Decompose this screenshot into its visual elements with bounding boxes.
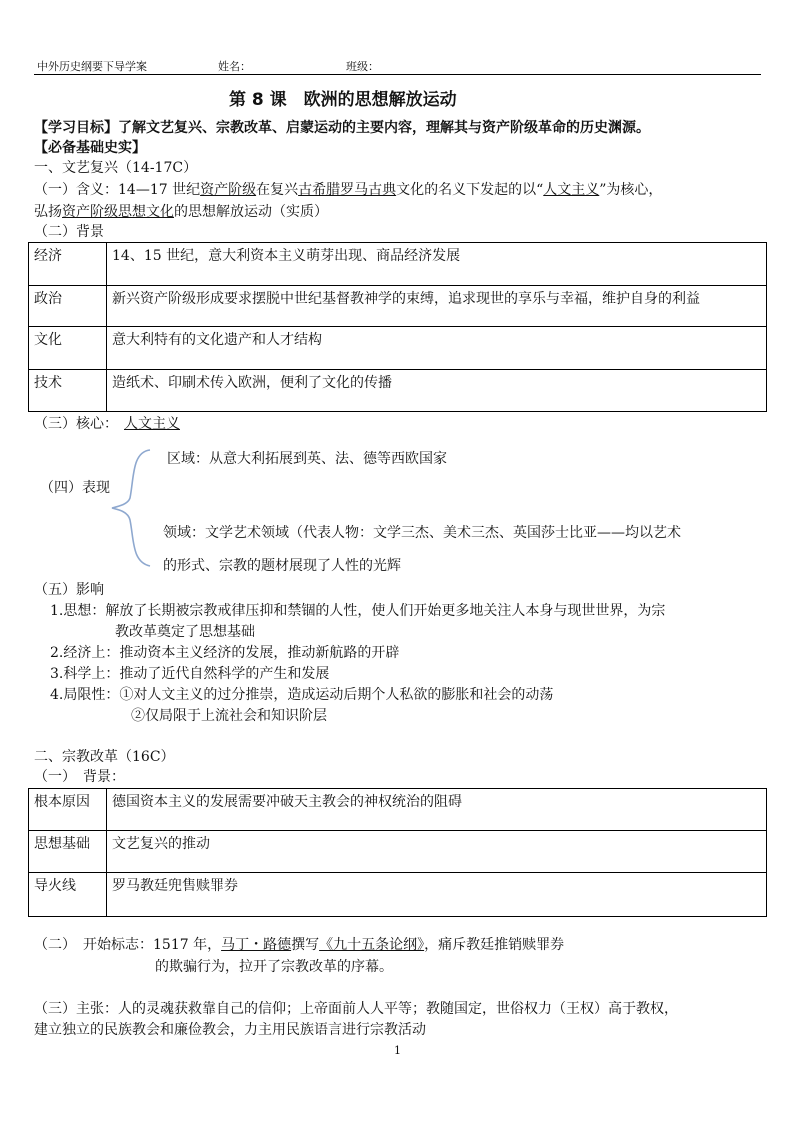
row-key: 经济 xyxy=(29,243,107,286)
impact-item: 4.局限性：①对人文主义的过分推崇，造成运动后期个人私欲的膨胀和社会的动荡 xyxy=(50,687,554,703)
basics-heading: 【必备基础史实】 xyxy=(34,140,146,156)
row-value: 文艺复兴的推动 xyxy=(107,831,767,873)
s1-core: （三）核心： 人文主义 xyxy=(34,416,180,432)
table-row xyxy=(29,286,767,327)
impact-item-cont: ②仅局限于上流社会和知识阶层 xyxy=(131,708,327,724)
row-value: 造纸术、印刷术传入欧洲，便利了文化的传播 xyxy=(107,370,767,412)
s2-claims-line1: （三）主张：人的灵魂获救靠自己的信仰；上帝面前人人平等；教随国定，世俗权力（王权）高于教权， xyxy=(34,1001,678,1017)
table-row xyxy=(29,370,767,412)
impact-item: 2.经济上：推动资本主义经济的发展，推动新航路的开辟 xyxy=(50,645,400,661)
row-value: 14、15 世纪，意大利资本主义萌芽出现、商品经济发展 xyxy=(107,243,767,286)
s1-performance-label: （四）表现 xyxy=(40,480,110,496)
section2-heading: 二、宗教改革（16C） xyxy=(34,749,175,765)
table-row xyxy=(29,873,767,917)
page-number: 1 xyxy=(394,1044,401,1057)
s2-background-label: （一） 背景： xyxy=(34,769,125,785)
s1-background-label: （二）背景 xyxy=(34,224,104,240)
class-label: 班级： xyxy=(346,60,379,73)
row-key: 思想基础 xyxy=(29,831,107,873)
table-row xyxy=(29,789,767,831)
course-name: 中外历史纲要下导学案 xyxy=(37,60,147,73)
section1-heading: 一、文艺复兴（14-17C） xyxy=(34,160,198,176)
learning-objectives: 【学习目标】了解文艺复兴、宗教改革、启蒙运动的主要内容，理解其与资产阶级革命的历史渊源。 xyxy=(34,120,650,136)
s2-claims-line2: 建立独立的民族教会和廉俭教会，力主用民族语言进行宗教活动 xyxy=(34,1022,426,1038)
s1-impact-label: （五）影响 xyxy=(34,582,104,598)
brace-icon xyxy=(110,448,156,568)
table-row xyxy=(29,327,767,370)
row-key: 文化 xyxy=(29,327,107,370)
row-key: 根本原因 xyxy=(29,789,107,831)
name-label: 姓名： xyxy=(218,60,251,73)
s2-background-table xyxy=(28,788,767,917)
s1-meaning-line2: 弘扬资产阶级思想文化的思想解放运动（实质） xyxy=(34,204,328,220)
header-rule xyxy=(34,74,761,75)
s1-performance-region: 区域：从意大利拓展到英、法、德等西欧国家 xyxy=(167,451,447,467)
impact-item: 1.思想：解放了长期被宗教戒律压抑和禁锢的人性，使人们开始更多地关注人本身与现世世界，为宗 xyxy=(50,603,666,619)
s1-meaning-line1: （一）含义：14—17 世纪资产阶级在复兴古希腊罗马古典文化的名义下发起的以“人文主义”为核心， xyxy=(34,182,663,198)
table-row xyxy=(29,243,767,286)
s1-background-table xyxy=(28,242,767,412)
row-value: 新兴资产阶级形成要求摆脱中世纪基督教神学的束缚，追求现世的享乐与幸福，维护自身的利益 xyxy=(107,286,767,327)
row-value: 意大利特有的文化遗产和人才结构 xyxy=(107,327,767,370)
s2-start-line1: （二） 开始标志：1517 年，马丁・路德撰写《九十五条论纲》，痛斥教廷推销赎罪券 xyxy=(34,937,565,953)
row-key: 导火线 xyxy=(29,873,107,917)
table-row xyxy=(29,831,767,873)
row-value: 德国资本主义的发展需要冲破天主教会的神权统治的阻碍 xyxy=(107,789,767,831)
page-title: 第 8 课 欧洲的思想解放运动 xyxy=(229,90,457,110)
s1-performance-field-line2: 的形式、宗教的题材展现了人性的光辉 xyxy=(163,558,401,574)
s2-start-line2: 的欺骗行为，拉开了宗教改革的序幕。 xyxy=(155,959,393,975)
impact-item-cont: 教改革奠定了思想基础 xyxy=(115,624,255,640)
row-key: 技术 xyxy=(29,370,107,412)
row-key: 政治 xyxy=(29,286,107,327)
s1-performance-field-line1: 领域：文学艺术领域（代表人物：文学三杰、美术三杰、英国莎士比亚——均以艺术 xyxy=(163,525,681,541)
impact-item: 3.科学上：推动了近代自然科学的产生和发展 xyxy=(50,666,330,682)
row-value: 罗马教廷兜售赎罪券 xyxy=(107,873,767,917)
